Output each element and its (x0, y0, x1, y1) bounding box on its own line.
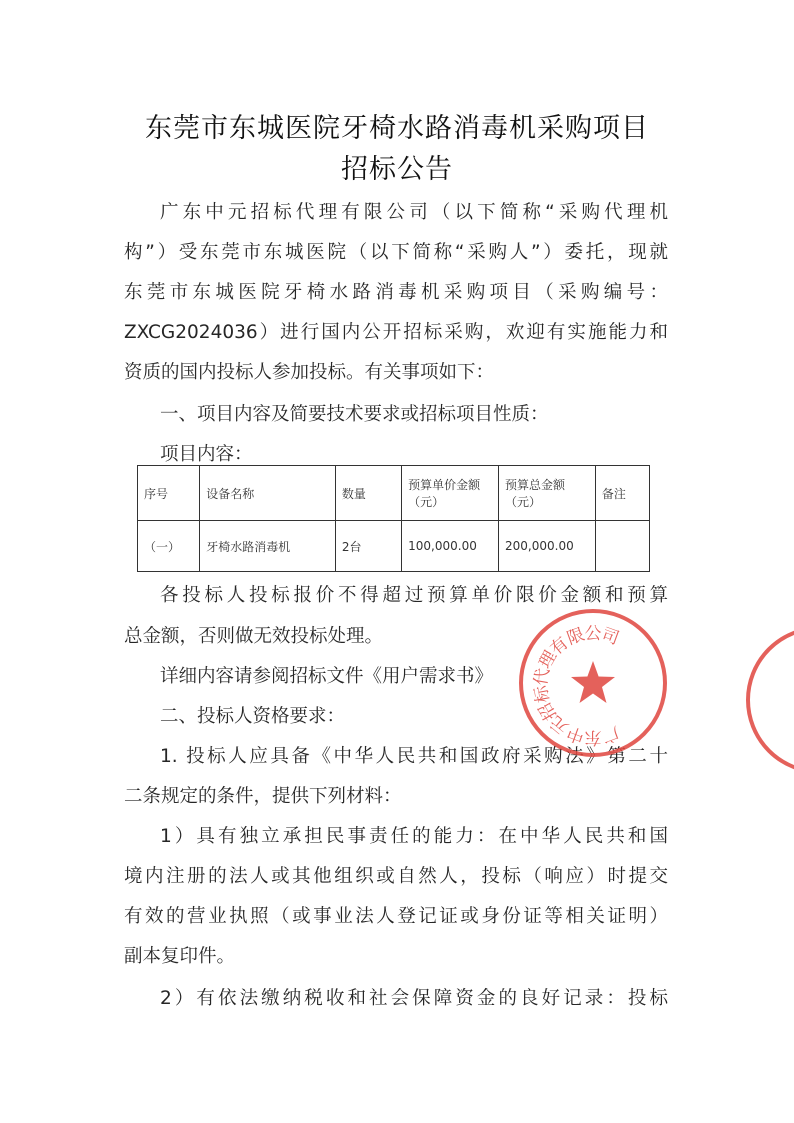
seal-char: 招 (535, 698, 562, 724)
table-header-cell: 预算总金额（元） (499, 466, 596, 521)
table-cell: （一） (138, 521, 200, 572)
limit-line: 各投标人投标报价不得超过预算单价限价金额和预算 (160, 585, 668, 606)
table-header-cell: 序号 (138, 466, 200, 521)
table-header-cell: 备注 (595, 466, 649, 521)
requirement-line: 副本复印件。 (124, 946, 236, 967)
table-header-cell: 设备名称 (200, 466, 336, 521)
company-seal-partial (742, 625, 794, 775)
seal-char: 代 (530, 666, 554, 687)
seal-char: 有 (546, 632, 573, 660)
intro-line: 资质的国内投标人参加投标。有关事项如下： (124, 362, 495, 383)
seal-char: 中 (563, 721, 587, 747)
section1-heading: 一、项目内容及简要技术要求或招标项目性质： (160, 404, 549, 425)
project-table (137, 465, 650, 572)
project-label: 项目内容： (160, 444, 253, 465)
section2-heading: 二、投标人资格要求： (160, 706, 346, 727)
intro-line: 构”）受东莞市东城医院（以下简称“采购人”）委托，现就 (124, 242, 668, 263)
intro-line: 东莞市东城医院牙椅水路消毒机采购项目（采购编号： (124, 282, 668, 303)
document-title-line1: 东莞市东城医院牙椅水路消毒机采购项目 (145, 113, 649, 144)
seal-char: 限 (563, 624, 587, 650)
requirement-line: 1）具有独立承担民事责任的能力：在中华人民共和国 (160, 826, 668, 847)
seal-char: 东 (584, 727, 602, 747)
table-header-row (138, 466, 650, 521)
seal-text (515, 605, 671, 761)
table-cell (595, 521, 649, 572)
seal-char: 广 (599, 721, 623, 747)
limit-line: 总金额，否则做无效投标处理。 (124, 626, 384, 647)
seal-char: 理 (535, 647, 562, 673)
intro-line: ZXCG2024036）进行国内公开招标采购，欢迎有实施能力和 (124, 322, 668, 343)
table-row (138, 521, 650, 572)
seal-char: 元 (546, 711, 573, 739)
requirement-line: 2）有依法缴纳税收和社会保障资金的良好记录：投标 (160, 988, 668, 1009)
requirement-line: 有效的营业执照（或事业法人登记证或身份证等相关证明） (124, 906, 668, 927)
requirement-line: 1. 投标人应具备《中华人民共和国政府采购法》第二十 (160, 746, 668, 767)
table-cell: 100,000.00 (402, 521, 499, 572)
intro-line: 广东中元招标代理有限公司（以下简称“采购代理机 (160, 202, 668, 223)
requirement-line: 境内注册的法人或其他组织或自然人，投标（响应）时提交 (124, 866, 668, 887)
detail-line: 详细内容请参阅招标文件《用户需求书》 (160, 666, 494, 687)
seal-char: 公 (584, 624, 602, 644)
seal-char: 司 (599, 624, 623, 650)
seal-char: 标 (530, 684, 554, 705)
table-cell: 200,000.00 (499, 521, 596, 572)
document-title-line2: 招标公告 (341, 154, 453, 185)
table-header-cell: 预算单价金额（元） (402, 466, 499, 521)
table-cell: 2台 (335, 521, 401, 572)
requirement-line: 二条规定的条件，提供下列材料： (124, 786, 402, 807)
table-header-cell: 数量 (335, 466, 401, 521)
table-cell: 牙椅水路消毒机 (200, 521, 336, 572)
